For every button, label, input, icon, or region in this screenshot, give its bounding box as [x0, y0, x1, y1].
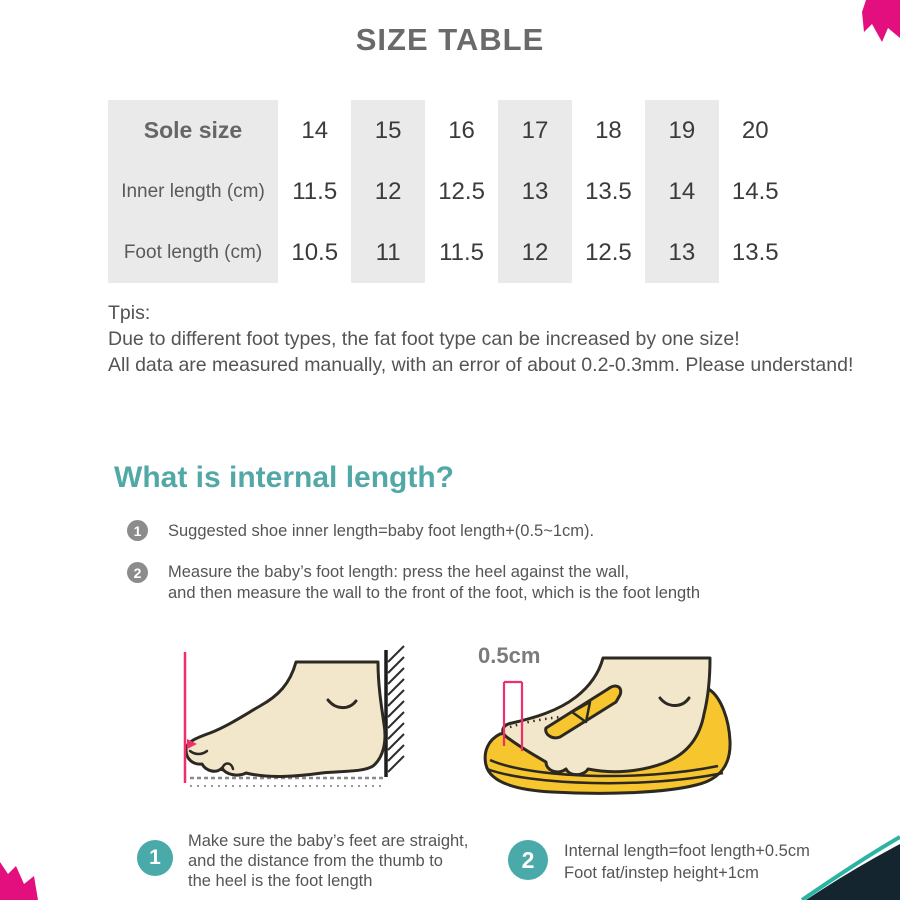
- table-cell: 20: [741, 116, 769, 144]
- shoe-fit-diagram: [460, 632, 760, 802]
- table-cell: 12.5: [585, 238, 632, 266]
- note-2-line: Internal length=foot length+0.5cm: [564, 842, 810, 860]
- note-1-badge: 1: [137, 840, 173, 876]
- wall-hatch: [388, 646, 404, 772]
- table-cell: 18: [595, 116, 622, 144]
- note-1-line: Make sure the baby’s feet are straight,: [188, 832, 469, 850]
- table-cell: 14.5: [731, 177, 779, 205]
- corner-ribbon-bottom-left-icon: [0, 838, 62, 900]
- table-cell: 11.5: [292, 177, 338, 205]
- table-cell: 13: [645, 222, 718, 283]
- note-2-badge: 2: [508, 840, 548, 880]
- page-title: SIZE TABLE: [355, 22, 545, 57]
- item-2-line: and then measure the wall to the front of the foot, which is the foot length: [168, 584, 700, 602]
- note-1-line: the heel is the foot length: [188, 872, 373, 890]
- table-cell: 12.5: [438, 177, 485, 205]
- tips-heading: Tpis:: [108, 302, 151, 324]
- measure-gap-label: 0.5cm: [478, 643, 541, 668]
- table-cell: 11.5: [439, 238, 485, 266]
- table-cell: 12: [498, 222, 571, 283]
- table-cell: 13: [498, 161, 571, 222]
- note-1-line: and the distance from the thumb to: [188, 852, 443, 870]
- tips-line: All data are measured manually, with an error of about 0.2-0.3mm. Please understand!: [108, 354, 854, 376]
- size-table: [108, 100, 792, 283]
- table-cell: 16: [448, 116, 475, 144]
- item-2-line: Measure the baby’s foot length: press the heel against the wall,: [168, 563, 630, 581]
- table-cell: 11: [351, 222, 424, 283]
- note-2-line: Foot fat/instep height+1cm: [564, 864, 759, 882]
- item-2-badge: 2: [127, 562, 148, 583]
- note-1-text: [188, 831, 468, 891]
- tips-block: [108, 300, 853, 378]
- corner-ribbon-top-right-icon: [838, 0, 900, 62]
- table-cell: 12: [351, 161, 424, 222]
- table-cell: 13.5: [731, 238, 779, 266]
- row-label-inner-length: Inner length (cm): [108, 161, 278, 222]
- row-label-sole-size: Sole size: [108, 100, 278, 161]
- section-heading: What is internal length?: [114, 461, 455, 494]
- foot-shape: [186, 662, 385, 776]
- table-cell: 10.5: [291, 238, 339, 266]
- item-1-text: Suggested shoe inner length=baby foot length+(0.5~1cm).: [168, 522, 595, 540]
- row-label-foot-length: Foot length (cm): [108, 222, 278, 283]
- note-2-text: [564, 840, 810, 884]
- foot-measure-diagram: [150, 632, 420, 802]
- table-cell: 14: [645, 161, 718, 222]
- corner-wave-bottom-right-icon: [792, 832, 900, 900]
- item-2-text: [168, 562, 700, 604]
- table-cell: 19: [645, 100, 718, 161]
- item-1-badge: 1: [127, 520, 148, 541]
- table-cell: 15: [351, 100, 424, 161]
- table-cell: 13.5: [585, 177, 632, 205]
- table-cell: 17: [498, 100, 571, 161]
- table-cell: 14: [301, 116, 329, 144]
- tips-line: Due to different foot types, the fat foot type can be increased by one size!: [108, 328, 740, 350]
